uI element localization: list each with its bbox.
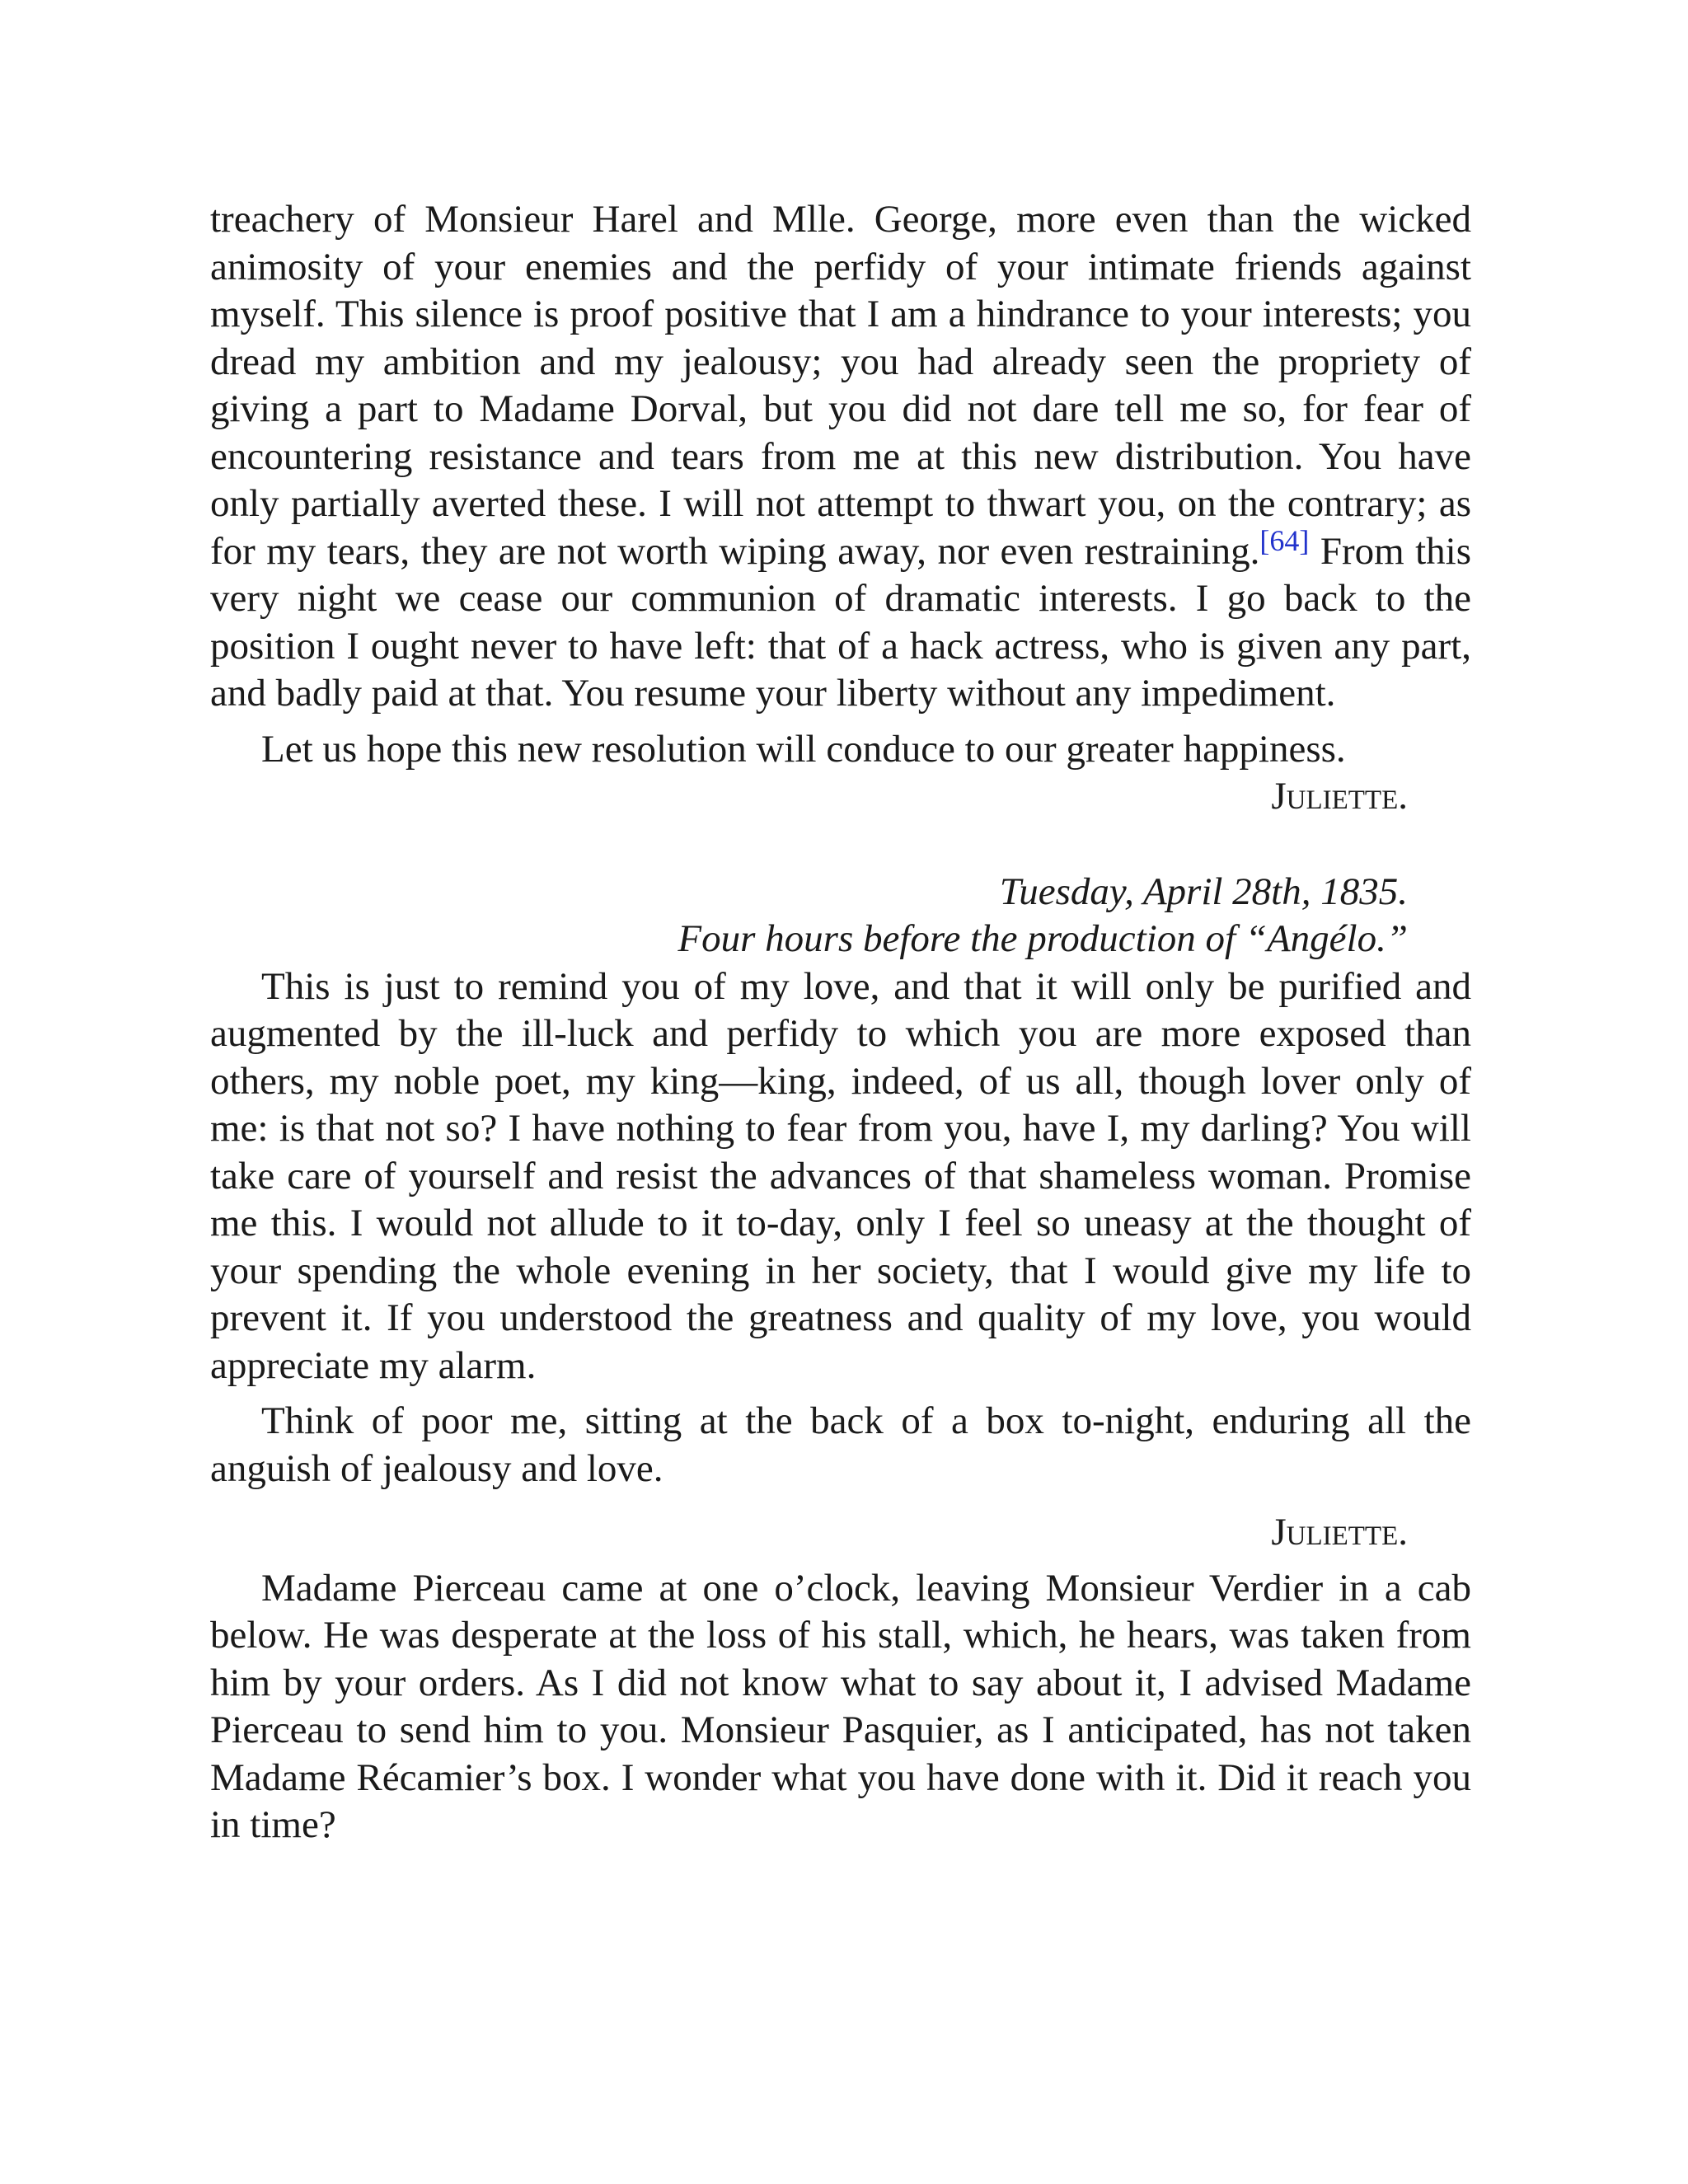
letter1-closing-paragraph: Let us hope this new resolution will conduce to our greater happiness. [261, 727, 1346, 771]
letter1-text-after-ref: From this very night we cease our communion of dramatic interests. I go back to the position I ought never to have left: that of a hack actress, who is given any part, and badly paid at that. You resume your liberty without any impediment. [210, 529, 1471, 715]
letter2-paragraph-1: This is just to remind you of my love, and that it will only be purified and augmented by the ill-luck and perfidy to which you are more exposed than others, my noble poet, my king—king, indeed, of us all, though lover only of me: is that not so? I have nothing to fear from you, have I, my darling? You will take care of yourself and resist the advances of that shameless woman. Promise me this. I would not allude to it to-day, only I feel so uneasy at the thought of your spending the whole evening in her society, that I would give my life to prevent it. If you understood the greatness and quality of my love, you would appreciate my alarm. [210, 964, 1471, 1387]
letter1-text-before-ref: treachery of Monsieur Harel and Mlle. George, more even than the wicked animosity of your enemies and the perfidy of your intimate friends against myself. This silence is proof positive that I am a hindrance to your interests; you dread my ambition and my jealousy; you had already seen the propriety of giving a part to Madame Dorval, but you did not dare tell me so, for fear of encountering resistance and tears from me at this new distribution. You have only partially averted these. I will not attempt to thwart you, on the contrary; as for my tears, they are not worth wiping away, nor even restraining. [210, 198, 1471, 573]
letter1-signature: Juliette. [1271, 775, 1408, 818]
letter1-continuation-paragraph [210, 196, 1471, 718]
letter2-subdateline: Four hours before the production of “Angélo.” [678, 917, 1408, 960]
letter2-paragraph-2: Think of poor me, sitting at the back of a box to-night, enduring all the anguish of jealousy and love. [210, 1399, 1471, 1490]
letter3-paragraph-1: Madame Pierceau came at one o’clock, leaving Monsieur Verdier in a cab below. He was desperate at the loss of his stall, which, he hears, was taken from him by your orders. As I did not know what to say about it, I advised Madame Pierceau to send him to you. Monsieur Pasquier, as I anticipated, has not taken Madame Récamier’s box. I wonder what you have done with it. Did it reach you in time? [210, 1566, 1471, 1846]
letter2-dateline: Tuesday, April 28th, 1835. [999, 869, 1408, 913]
page-body [210, 196, 1471, 1849]
letter2-signature: Juliette. [1271, 1511, 1408, 1554]
footnote-64-link[interactable]: [64] [1259, 523, 1310, 557]
